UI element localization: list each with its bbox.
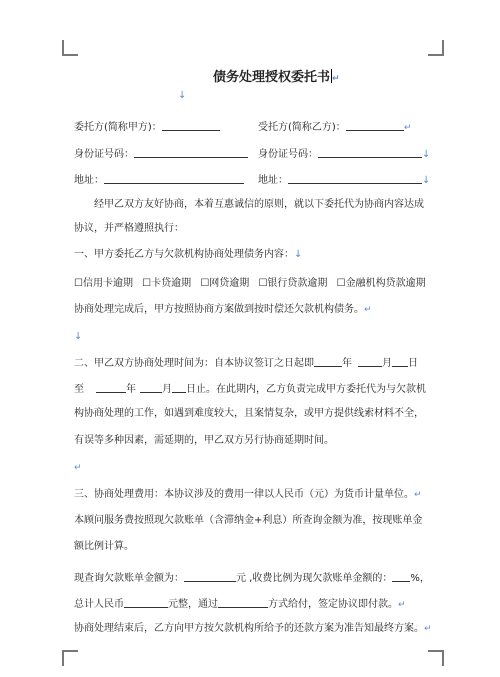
crop-mark-bottom-left [62, 650, 78, 666]
blank-line[interactable] [124, 596, 168, 608]
option-credit-card[interactable]: ☐信用卡逾期 [74, 278, 133, 289]
document-title[interactable]: 债务处理授权委托书 ↵ [213, 70, 340, 85]
line-break-icon: ↓ [74, 331, 83, 342]
field-addr-a: 地址： [74, 172, 244, 188]
section-3-line-5: 总计人民币 元整，通过 方式给付，签定协议即付款。↵ [74, 596, 406, 612]
section-2-line-4: 有误等多种因素，需延期的，甲乙双方另行协商延期时间。 [74, 435, 334, 446]
crop-mark-top-right [428, 40, 444, 56]
field-client-a: 委托方(简称甲方)： [74, 119, 220, 135]
crop-mark-top-left [62, 40, 78, 56]
blank-line[interactable] [184, 570, 236, 582]
intro-line-1: 经甲乙双方友好协商，本着互惠诚信的原则，就以下委托代为协商内容达成 [94, 199, 424, 210]
blank-line[interactable] [346, 119, 404, 131]
section-1-body: 协商处理完成后，甲方按照协商方案做到按时偿还欠款机构债务。↵ [74, 304, 372, 315]
paragraph-mark-icon: ↵ [414, 490, 422, 500]
line-break-icon: ↓ [422, 149, 431, 160]
section-2-line-3: 构协商处理的工作，如遇到难度较大，且案情复杂，或甲方提供线索材料不全， [74, 408, 424, 419]
option-financial-institution[interactable]: ☐金融机构贷款逾期 [336, 278, 426, 289]
blank-line[interactable] [96, 381, 126, 393]
line-break-icon: ↓ [422, 175, 431, 186]
field-addr-b: 地址： ↓ [258, 172, 430, 188]
paragraph-mark-icon: ↵ [74, 463, 82, 473]
line-break-icon: ↓ [294, 249, 303, 260]
blank-line[interactable] [288, 172, 422, 184]
section-2-line-2: 至 年 月 日止。在此期内，乙方负责完成甲方委托代为与欠款机 [74, 381, 426, 397]
paragraph-mark-icon: ↵ [403, 123, 412, 133]
section-3-line-4: 现查询欠款账单金额为： 元 ,收费比例为现欠款账单金额的： %， [74, 570, 430, 586]
field-id-a: 身份证号码： [74, 146, 248, 162]
blank-line[interactable] [162, 119, 220, 131]
crop-mark-bottom-right [428, 650, 444, 666]
option-card-loan[interactable]: ☐卡贷逾期 [142, 278, 192, 289]
section-3-line-3: 额比例计算。 [74, 541, 134, 552]
field-id-b: 身份证号码： ↓ [258, 146, 430, 162]
option-online-loan[interactable]: ☐网贷逾期 [200, 278, 250, 289]
blank-line[interactable] [172, 381, 186, 393]
blank-line[interactable] [314, 355, 342, 367]
blank-line[interactable] [392, 355, 408, 367]
section-3-title: 三、协商处理费用：本协议涉及的费用一律以人民币（元）为货币计量单位。↵ [74, 489, 422, 500]
blank-line[interactable] [358, 355, 382, 367]
intro-line-2: 协议，并严格遵照执行： [74, 223, 184, 234]
paragraph-mark-icon: ↵ [398, 600, 406, 610]
section-2-line-1: 二、甲乙双方协商处理时间为：自本协议签订之日起即 年 月 日 [74, 355, 418, 371]
paragraph-mark-icon: ↵ [332, 74, 340, 84]
section-1-title: 一、甲方委托乙方与欠款机构协商处理债务内容：↓ [74, 249, 303, 260]
blank-line[interactable] [218, 596, 268, 608]
line-break-icon: ↓ [178, 90, 187, 101]
blank-line[interactable] [134, 146, 248, 158]
option-list [74, 277, 426, 291]
field-client-b: 受托方(简称乙方)： ↵ [258, 119, 411, 135]
blank-line[interactable] [392, 570, 410, 582]
blank-line[interactable] [140, 381, 162, 393]
section-3-line-6: 协商处理结束后，乙方向甲方按欠款机构所给予的还款方案为准告知最终方案。↵ [74, 623, 432, 634]
paragraph-mark-icon: ↵ [364, 305, 372, 315]
section-3-line-2: 本顾问服务费按照现欠款账单（含滞纳金+利息）所查询金额为准，按现账单金 [74, 515, 423, 526]
blank-line[interactable] [318, 146, 422, 158]
paragraph-mark-icon: ↵ [424, 624, 432, 634]
option-bank-loan[interactable]: ☐银行贷款逾期 [258, 278, 328, 289]
blank-line[interactable] [104, 172, 244, 184]
